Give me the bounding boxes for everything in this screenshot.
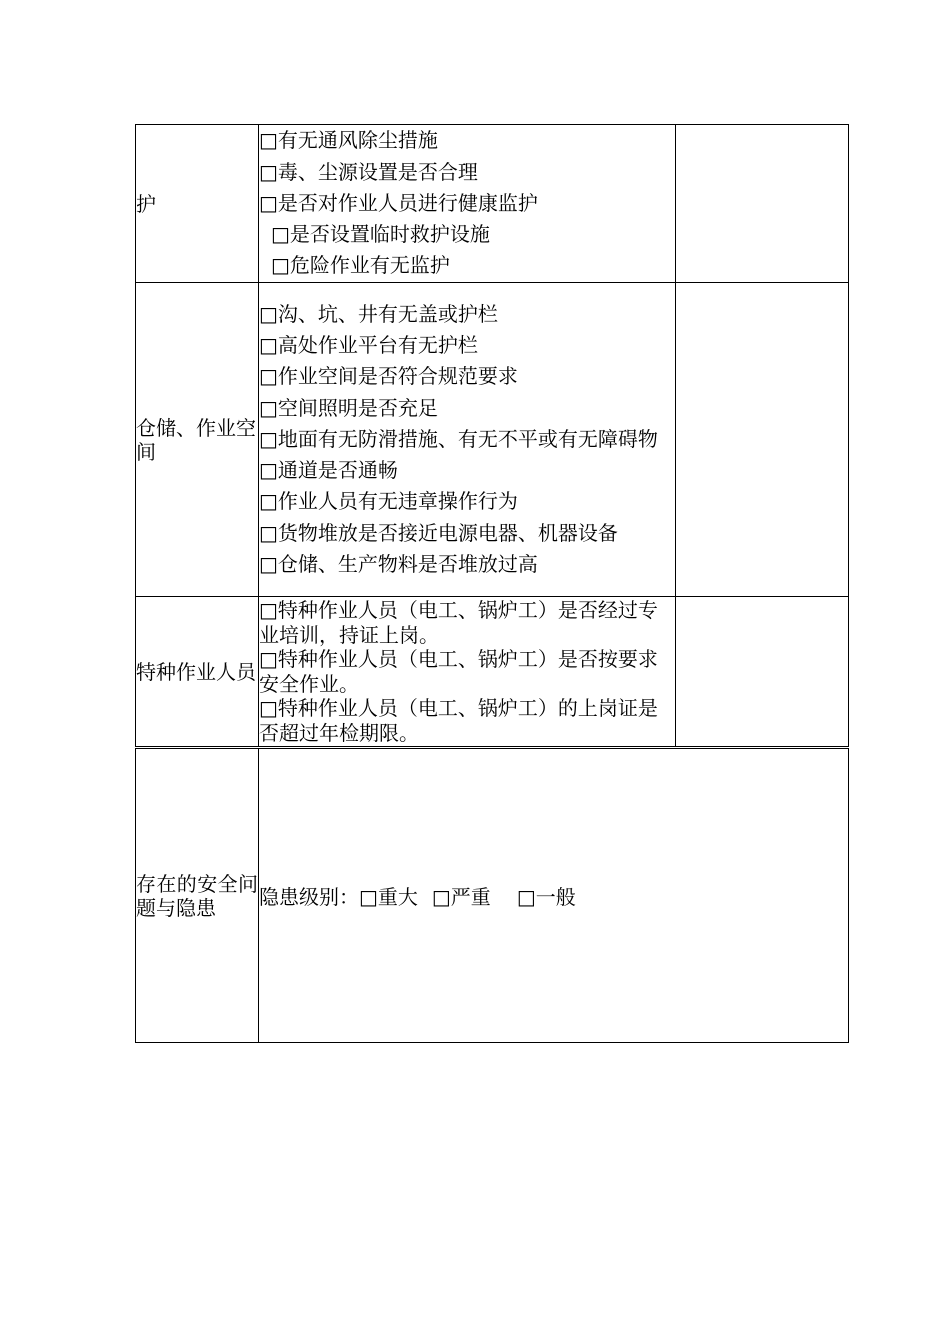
category-label: 仓储、作业空间: [136, 415, 256, 464]
check-item[interactable]: □作业人员有无违章操作行为: [259, 489, 518, 514]
table-row: [136, 283, 849, 597]
table-row: [136, 125, 849, 283]
check-item[interactable]: □特种作业人员（电工、锅炉工）是否按要求安全作业。: [259, 647, 658, 696]
check-item[interactable]: □高处作业平台有无护栏: [259, 332, 478, 357]
hazard-cell[interactable]: [259, 748, 849, 1043]
check-item[interactable]: □是否对作业人员进行健康监护: [259, 190, 538, 215]
category-cell: [136, 283, 259, 597]
category-label: 特种作业人员: [136, 659, 256, 684]
check-item[interactable]: □通道是否通畅: [259, 458, 398, 483]
hazard-option-major[interactable]: □重大: [359, 885, 418, 909]
result-cell[interactable]: [676, 597, 849, 748]
check-item[interactable]: □是否设置临时救护设施: [271, 222, 490, 247]
table-row: [136, 597, 849, 748]
hazard-option-general[interactable]: □一般: [516, 885, 576, 909]
items-cell: [259, 125, 676, 283]
result-cell[interactable]: [676, 125, 849, 283]
check-item[interactable]: □毒、尘源设置是否合理: [259, 159, 478, 184]
hazard-level-line: [259, 881, 848, 910]
category-label: 存在的安全问题与隐患: [136, 871, 258, 920]
items-cell: [259, 597, 676, 748]
category-label: 护: [136, 191, 156, 216]
result-cell[interactable]: [676, 283, 849, 597]
inspection-checklist-table: [135, 124, 849, 1043]
check-item[interactable]: □货物堆放是否接近电源电器、机器设备: [259, 520, 618, 545]
check-item[interactable]: □作业空间是否符合规范要求: [259, 364, 518, 389]
check-item[interactable]: □沟、坑、井有无盖或护栏: [259, 301, 498, 326]
category-cell: [136, 597, 259, 748]
hazard-level-label: 隐患级别：: [259, 885, 359, 909]
check-item[interactable]: □地面有无防滑措施、有无不平或有无障碍物: [259, 426, 658, 451]
category-cell: [136, 125, 259, 283]
table-row: [136, 748, 849, 1043]
check-item[interactable]: □空间照明是否充足: [259, 395, 438, 420]
check-item[interactable]: □特种作业人员（电工、锅炉工）的上岗证是否超过年检期限。: [259, 696, 658, 745]
check-item[interactable]: □仓储、生产物料是否堆放过高: [259, 552, 538, 577]
hazard-option-serious[interactable]: □严重: [431, 885, 491, 909]
check-item[interactable]: □特种作业人员（电工、锅炉工）是否经过专业培训，持证上岗。: [259, 598, 658, 647]
check-item[interactable]: □有无通风除尘措施: [259, 128, 438, 153]
check-item[interactable]: □危险作业有无监护: [271, 253, 450, 278]
category-cell: [136, 748, 259, 1043]
items-cell: [259, 283, 676, 597]
